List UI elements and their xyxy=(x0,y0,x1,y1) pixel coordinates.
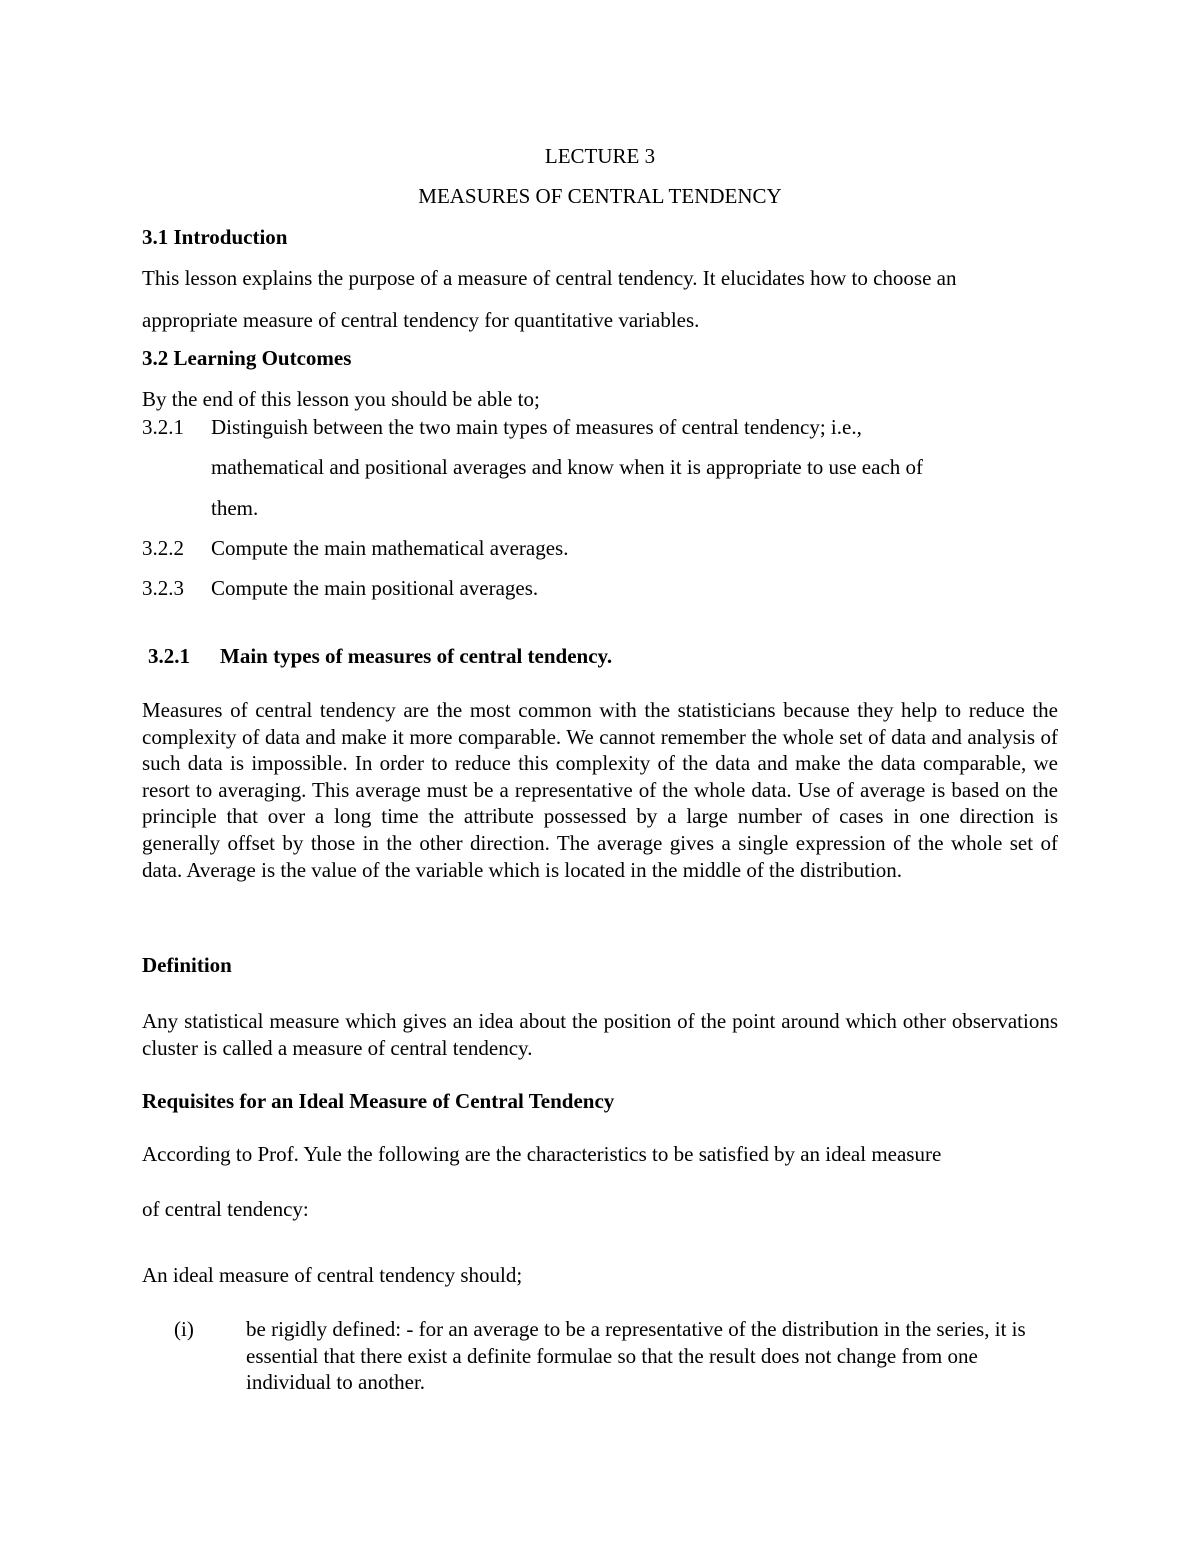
outcomes-heading: 3.2 Learning Outcomes xyxy=(142,346,352,370)
definition-heading: Definition xyxy=(142,953,232,977)
lecture-title: LECTURE 3 xyxy=(544,144,656,168)
outcome-text: Compute the main mathematical averages. xyxy=(211,536,569,560)
outcome-text: Distinguish between the two main types of measures of central tendency; i.e., xyxy=(211,415,862,439)
section-321-paragraph: Measures of central tendency are the most common with the statisticians because they help to reduce the complexity of data and make it more comparable. We cannot remember the whole set of data and analysis of such data is impossible. In order to reduce this complexity of the data and make the data comparable, we resort to averaging. This average must be a representative of the whole data. Use of average is based on the principle that over a long time the attribute possessed by a large number of cases in one direction is generally offset by those in the other direction. The average gives a single expression of the whole set of data. Average is the value of the variable which is located in the middle of the distribution. xyxy=(142,698,1058,882)
section-321-number: 3.2.1 xyxy=(148,644,190,668)
outcome-number: 3.2.1 xyxy=(142,415,184,439)
intro-heading: 3.1 Introduction xyxy=(142,225,288,249)
outcomes-lead: By the end of this lesson you should be able to; xyxy=(142,387,540,411)
requisite-item-text: be rigidly defined: - for an average to be a representative of the distribution in the series, it is essential that there exist a definite formulae so that the result does not change from one individual to another. xyxy=(246,1317,1026,1395)
main-title: MEASURES OF CENTRAL TENDENCY xyxy=(418,184,782,208)
requisites-lead: An ideal measure of central tendency should; xyxy=(142,1263,523,1287)
outcome-number: 3.2.3 xyxy=(142,576,184,600)
requisites-heading: Requisites for an Ideal Measure of Central Tendency xyxy=(142,1089,615,1113)
requisites-line-2: of central tendency: xyxy=(142,1197,309,1221)
outcome-number: 3.2.2 xyxy=(142,536,184,560)
outcome-text: mathematical and positional averages and know when it is appropriate to use each of xyxy=(211,455,924,479)
requisites-line-1: According to Prof. Yule the following are the characteristics to be satisfied by an ideal measure xyxy=(142,1142,942,1166)
requisite-item-number: (i) xyxy=(174,1317,194,1341)
intro-line-1: This lesson explains the purpose of a measure of central tendency. It elucidates how to choose an xyxy=(142,266,957,290)
outcome-text: them. xyxy=(211,496,259,520)
intro-line-2: appropriate measure of central tendency for quantitative variables. xyxy=(142,308,700,332)
definition-paragraph: Any statistical measure which gives an idea about the position of the point around which other observations cluster is called a measure of central tendency. xyxy=(142,1009,1058,1060)
section-321-title: Main types of measures of central tendency. xyxy=(220,644,613,668)
outcome-text: Compute the main positional averages. xyxy=(211,576,539,600)
